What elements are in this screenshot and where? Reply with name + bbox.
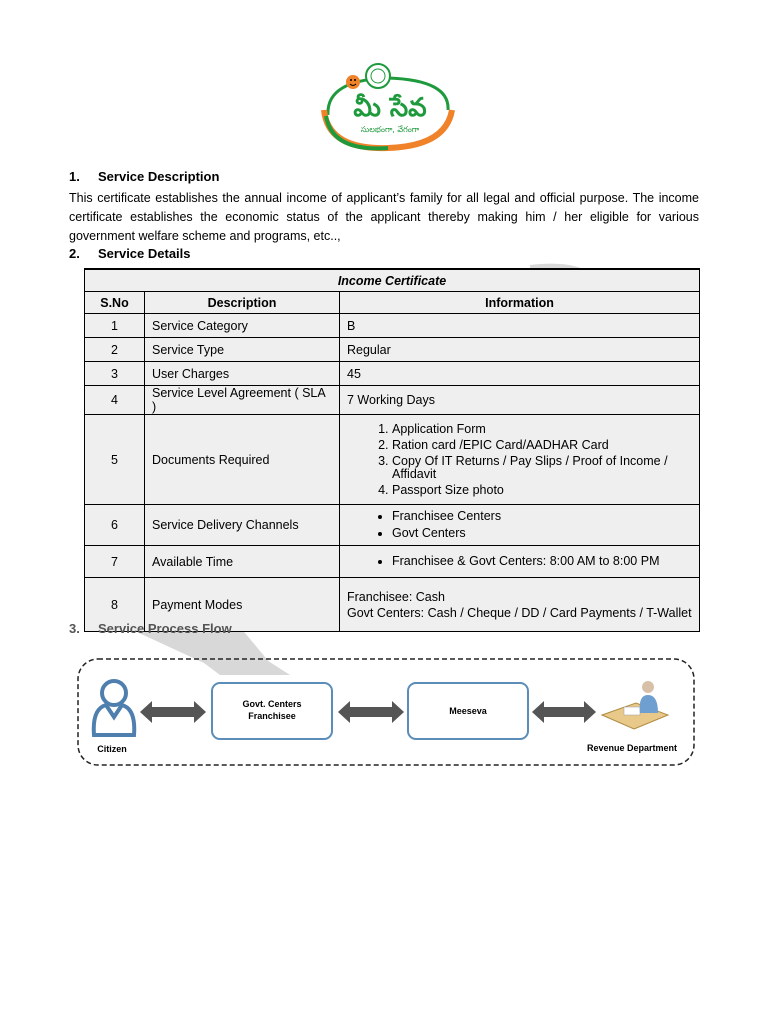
list-item: 3. Copy Of IT Returns / Pay Slips / Proof of Income / Affidavit <box>392 455 692 481</box>
section-3-title: Service Process Flow <box>98 621 232 636</box>
section-3-number: 3. <box>69 621 80 636</box>
row-information <box>340 546 700 578</box>
row-description: Service Level Agreement ( SLA ) <box>145 386 340 415</box>
list-item: • Franchisee & Govt Centers: 8:00 AM to 8:00 PM <box>392 554 692 569</box>
franchisee-label: Franchisee <box>248 711 296 721</box>
row-description: Payment Modes <box>145 578 340 632</box>
citizen-label: Citizen <box>97 744 127 754</box>
section-1-number: 1. <box>69 169 80 184</box>
double-arrow-icon <box>338 701 404 723</box>
payment-line: Govt Centers: Cash / Cheque / DD / Card Payments / T-Wallet <box>347 605 692 620</box>
row-sno: 5 <box>85 415 145 505</box>
row-description: Service Delivery Channels <box>145 505 340 546</box>
row-sno: 2 <box>85 338 145 362</box>
service-description-text: This certificate establishes the annual income of applicant’s family for all legal and official purpose. The income certificate establishes the economic status of the applicant thereby making him / her eligible for various government welfare scheme and programs, etc.., <box>69 191 699 243</box>
row-sno: 4 <box>85 386 145 415</box>
section-2-heading <box>69 246 191 261</box>
delivery-channels-list <box>347 509 692 541</box>
double-arrow-icon <box>532 701 596 723</box>
double-arrow-icon <box>140 701 206 723</box>
row-description: User Charges <box>145 362 340 386</box>
row-description: Documents Required <box>145 415 340 505</box>
table-row <box>85 546 700 578</box>
payment-line: Franchisee: Cash <box>347 589 445 604</box>
section-2-title: Service Details <box>98 246 191 261</box>
section-2-number: 2. <box>69 246 80 261</box>
list-item: 4. Passport Size photo <box>392 484 692 497</box>
meeseva-label: Meeseva <box>449 706 487 716</box>
citizen-icon <box>94 681 135 735</box>
row-description: Service Category <box>145 314 340 338</box>
row-information <box>340 505 700 546</box>
row-information: Regular <box>340 338 700 362</box>
header-sno: S.No <box>85 292 145 314</box>
section-1-heading <box>69 169 219 184</box>
header-information: Information <box>340 292 700 314</box>
row-sno: 8 <box>85 578 145 632</box>
documents-list <box>347 423 692 497</box>
govt-centers-label: Govt. Centers <box>242 699 302 709</box>
row-sno: 3 <box>85 362 145 386</box>
table-title: Income Certificate <box>85 269 700 292</box>
row-information <box>340 578 700 632</box>
service-details-table <box>84 268 700 632</box>
row-description: Available Time <box>145 546 340 578</box>
revenue-department-label: Revenue Department <box>586 743 678 753</box>
meeseva-logo <box>318 60 458 152</box>
available-time-list <box>347 554 692 569</box>
row-description: Service Type <box>145 338 340 362</box>
list-item: • Govt Centers <box>392 526 692 541</box>
row-sno: 1 <box>85 314 145 338</box>
table-row <box>85 314 700 338</box>
logo-tagline: సులభంగా, వేగంగా <box>360 125 420 134</box>
row-information <box>340 415 700 505</box>
table-row <box>85 386 700 415</box>
row-information: B <box>340 314 700 338</box>
list-item: 1. Application Form <box>392 423 692 436</box>
process-flow-diagram <box>76 657 696 769</box>
section-1-title: Service Description <box>98 169 220 184</box>
list-item: 2. Ration card /EPIC Card/AADHAR Card <box>392 439 692 452</box>
table-row <box>85 362 700 386</box>
header-description: Description <box>145 292 340 314</box>
list-item: • Franchisee Centers <box>392 509 692 524</box>
row-information: 7 Working Days <box>340 386 700 415</box>
section-3-heading <box>69 621 232 636</box>
table-row <box>85 505 700 546</box>
table-row <box>85 415 700 505</box>
table-header-row <box>85 292 700 314</box>
row-information: 45 <box>340 362 700 386</box>
row-sno: 6 <box>85 505 145 546</box>
logo-name: మీ సేవ <box>353 93 427 123</box>
table-row <box>85 338 700 362</box>
revenue-department-icon <box>602 681 668 729</box>
row-sno: 7 <box>85 546 145 578</box>
